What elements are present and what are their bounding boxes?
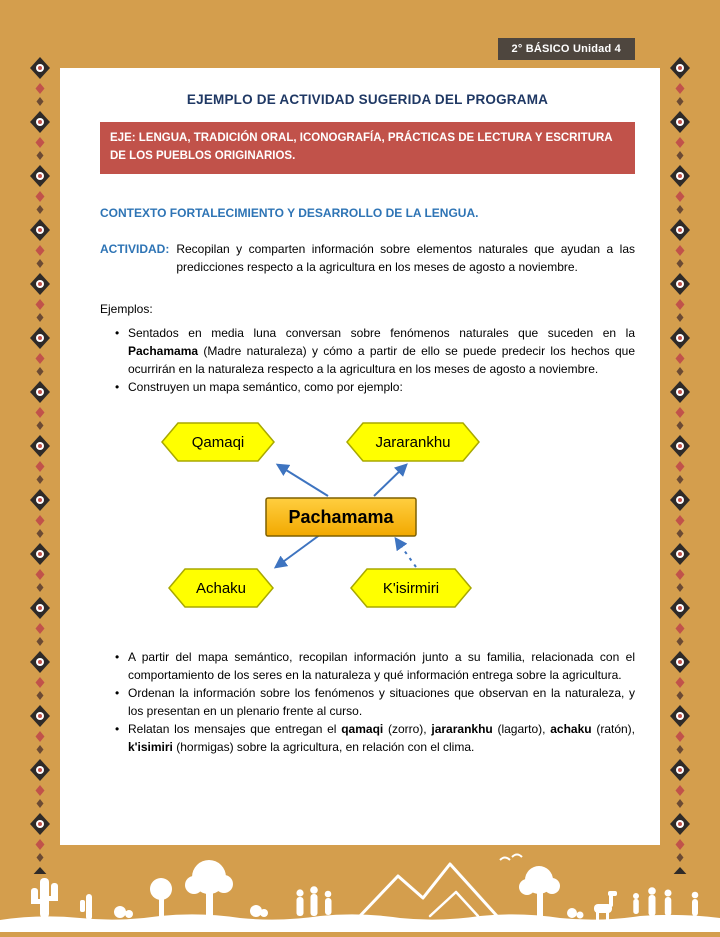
left-ornament-border (27, 54, 53, 874)
document-page (60, 68, 660, 845)
dashed-arrow-kisirmiri (396, 539, 416, 567)
list-item (115, 324, 635, 378)
text-segment: (Madre naturaleza) y cómo a partir de ello se puede predecir los hechos que ocurrirán en la naturaleza respecto a la agricultura en los meses de agosto a noviembre. (128, 343, 635, 376)
unit-badge: 2° BÁSICO Unidad 4 (498, 38, 635, 60)
list-item (115, 648, 635, 684)
bullet-marker (115, 324, 128, 378)
example-bullet-list (115, 324, 635, 396)
semantic-map-svg (112, 410, 562, 622)
center-concept-label: Pachamama (288, 506, 394, 527)
hexagon-label-achaku: Achaku (195, 579, 247, 597)
hexagon-label-qamaqi: Qamaqi (191, 433, 245, 451)
list-item (115, 720, 635, 756)
landscape-silhouette-icon (0, 836, 720, 932)
list-item-text: Ordenan la información sobre los fenómenos y situaciones que observan en la naturaleza, y los presentan en un plenario frente al curso. (128, 685, 635, 718)
arrow-to-qamaqi (278, 465, 328, 496)
hexagon-label-kisirmiri: K'isirmiri (382, 579, 440, 597)
bullet-marker (115, 648, 128, 684)
hexagon-label-jararankhu: Jararankhu (375, 433, 451, 451)
bold-term-qamaqi: qamaqi (341, 721, 384, 736)
actividad-paragraph (100, 240, 635, 276)
text-segment: (hormigas) sobre la agricultura, en relación con el clima. (172, 739, 475, 754)
arrow-to-jararankhu (374, 465, 406, 496)
eje-banner: EJE: LENGUA, TRADICIÓN ORAL, ICONOGRAFÍA, PRÁCTICAS DE LECTURA Y ESCRITURA DE LOS PUEBLOS ORIGINARIOS. (100, 122, 635, 174)
list-item-text (128, 324, 635, 378)
contexto-heading: CONTEXTO FORTALECIMIENTO Y DESARROLLO DE LA LENGUA. (100, 205, 479, 220)
list-item-text: Construyen un mapa semántico, como por ejemplo: (128, 379, 403, 394)
text-segment: (zorro), (383, 721, 432, 736)
list-item-text: A partir del mapa semántico, recopilan información junto a su familia, relacionada con el comportamiento de los seres en la naturaleza y qué información entrega sobre la agricultura. (128, 649, 635, 682)
ejemplos-label: Ejemplos: (100, 301, 153, 316)
text-segment: (ratón), (591, 721, 636, 736)
ornament-pattern-icon (667, 54, 693, 874)
actividad-text: Recopilan y comparten información sobre elementos naturales que ayudan a las predicciones respecto a la agricultura en los meses de agosto a noviembre. (176, 241, 635, 274)
list-item (115, 378, 635, 396)
right-ornament-border (667, 54, 693, 874)
bullet-marker (115, 684, 128, 720)
list-item-text (128, 720, 635, 756)
bold-term-achaku: achaku (550, 721, 592, 736)
semantic-map-diagram (112, 410, 635, 622)
actividad-label: ACTIVIDAD: (100, 241, 170, 256)
bullet-marker (115, 720, 128, 756)
bold-term-pachamama: Pachamama (128, 343, 199, 358)
list-item (115, 684, 635, 720)
ornament-pattern-icon (27, 54, 53, 874)
footer-landscape-silhouette (0, 836, 720, 932)
page-title: EJEMPLO DE ACTIVIDAD SUGERIDA DEL PROGRAMA (186, 92, 549, 107)
arrow-to-achaku (276, 534, 321, 567)
text-segment: Relatan los mensajes que entregan el (128, 721, 342, 736)
text-segment: (lagarto), (492, 721, 551, 736)
bold-term-jararankhu: jararankhu (431, 721, 493, 736)
text-segment: Sentados en media luna conversan sobre fenómenos naturales que suceden en la (128, 325, 635, 340)
bold-term-kisimiri: k'isimiri (128, 739, 173, 754)
closing-bullet-list (115, 648, 635, 756)
bullet-marker (115, 378, 128, 396)
